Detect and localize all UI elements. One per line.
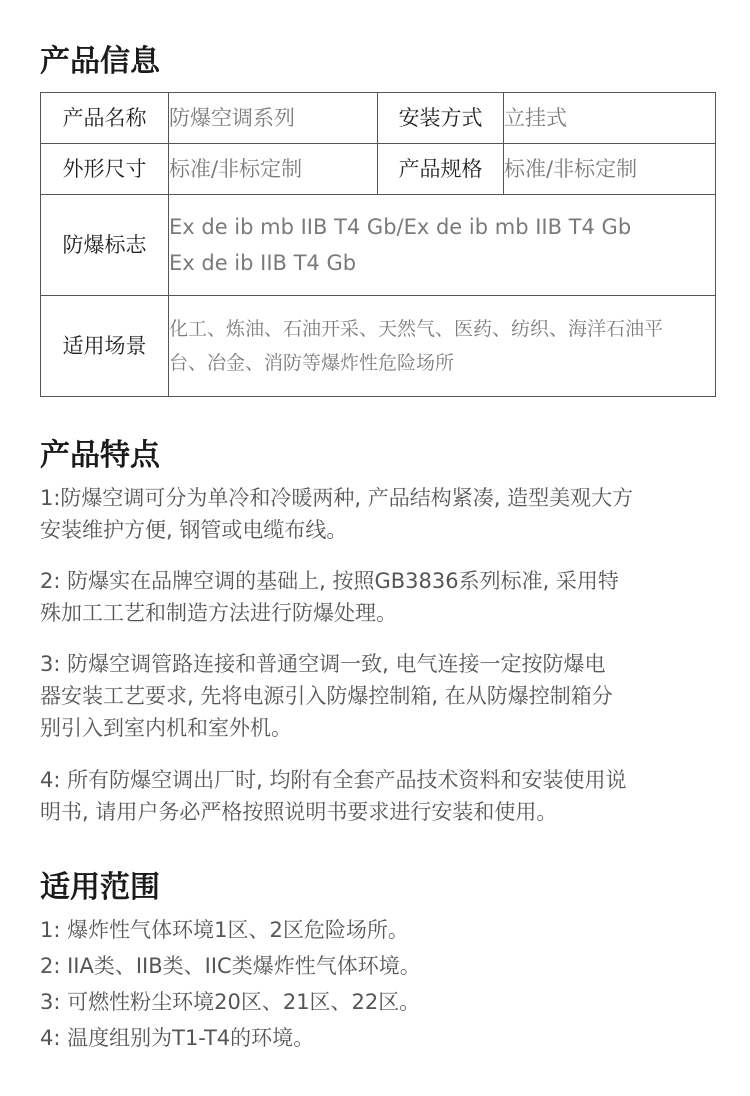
value-application [169,296,716,397]
feature-item-4 [40,764,720,828]
product-info-table [40,92,716,397]
feature-line: 2: 防爆实在品牌空调的基础上, 按照GB3836系列标准, 采用特 [40,569,619,593]
ex-mark-line-1: Ex de ib mb IIB T4 Gb/Ex de ib mb IIB T4 Gb [169,215,632,239]
value-product-name: 防爆空调系列 [169,93,378,144]
feature-line: 别引入到室内机和室外机。 [40,716,292,740]
table-row [41,93,716,144]
value-spec: 标准/非标定制 [504,144,716,195]
table-row [41,195,716,296]
application-line-2: 台、冶金、消防等爆炸性危险场所 [169,352,455,374]
scope-item-1: 1: 爆炸性气体环境1区、2区危险场所。 [40,918,409,942]
feature-item-1 [40,482,720,546]
feature-item-2 [40,565,720,629]
table-row [41,296,716,397]
feature-line: 1:防爆空调可分为单冷和冷暖两种, 产品结构紧凑, 造型美观大方 [40,486,634,510]
feature-line: 器安装工艺要求, 先将电源引入防爆控制箱, 在从防爆控制箱分 [40,684,613,708]
value-install-method: 立挂式 [504,93,716,144]
feature-item-3 [40,648,720,744]
feature-line: 3: 防爆空调管路连接和普通空调一致, 电气连接一定按防爆电 [40,652,606,676]
feature-line: 殊加工工艺和制造方法进行防爆处理。 [40,601,397,625]
label-product-name: 产品名称 [41,93,169,144]
value-ex-mark [169,195,716,296]
label-dimensions: 外形尺寸 [41,144,169,195]
section-title-scope: 适用范围 [40,870,160,905]
label-install-method: 安装方式 [378,93,504,144]
feature-line: 4: 所有防爆空调出厂时, 均附有全套产品技术资料和安装使用说 [40,768,627,792]
section-title-product-info: 产品信息 [40,44,160,79]
section-title-features: 产品特点 [40,438,160,473]
scope-item-3: 3: 可燃性粉尘环境20区、21区、22区。 [40,990,421,1014]
scope-item-4: 4: 温度组别为T1-T4的环境。 [40,1026,315,1050]
scope-item-2: 2: IIA类、IIB类、IIC类爆炸性气体环境。 [40,954,421,978]
feature-line: 安装维护方便, 钢管或电缆布线。 [40,518,348,542]
label-application: 适用场景 [41,296,169,397]
application-line-1: 化工、炼油、石油开采、天然气、医药、纺织、海洋石油平 [169,318,664,340]
value-dimensions: 标准/非标定制 [169,144,378,195]
feature-line: 明书, 请用户务必严格按照说明书要求进行安装和使用。 [40,800,558,824]
scope-list [40,912,421,1056]
label-spec: 产品规格 [378,144,504,195]
ex-mark-line-2: Ex de ib IIB T4 Gb [169,251,357,275]
label-ex-mark: 防爆标志 [41,195,169,296]
table-row [41,144,716,195]
